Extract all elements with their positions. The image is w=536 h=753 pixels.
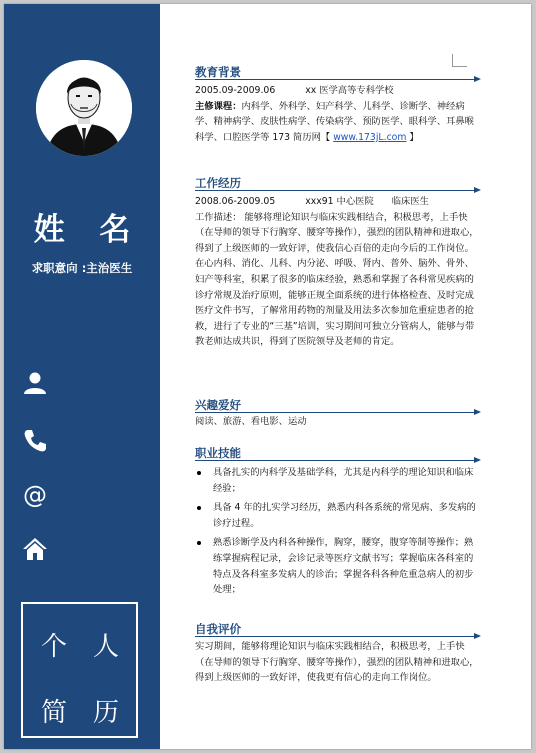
avatar (36, 60, 132, 156)
badge-char: 个 (41, 632, 68, 662)
hobby-text: 阅读、旅游、看电影、运动 (195, 416, 307, 427)
work-content (195, 194, 479, 350)
work-description: 工作描述： 能够将理论知识与临床实践相结合，积极思考，上手快（在导师的领导下行胸穿、腰穿等操作），强烈的团队精神和进取心，得到了上级医师的一致好评，使我信心百倍的走向今后的工作岗位。在心内科、消化、儿科、内分泌、呼吸、肾内、普外、脑外、骨外、妇产等科室，积累了很多的临床经验，熟悉和掌握了各科常见疾病的诊疗常规及治疗原则，能够正规全面系统的进行体格检查、及时完成医疗文件书写，了解常用药物的剂量及用法多次参加危重症患者的抢救，进行了专业的“三基”培训，实习期间可独立分管病人，能够与带教老师达成共识，得到了医院领导及老师的肯定。 (195, 211, 479, 348)
education-divider (195, 79, 479, 80)
hobby-title: 兴趣爱好 (195, 398, 241, 412)
resume-page (4, 4, 531, 749)
work-org: xxx91 中心医院 (305, 196, 374, 207)
list-item: 具备 4 年的扎实学习经历，熟悉内科各系统的常见病、多发病的诊疗过程。 (195, 500, 479, 531)
skills-title: 职业技能 (195, 446, 241, 460)
resume-badge (21, 602, 138, 738)
courses-label: 主修课程： (195, 100, 242, 112)
user-icon (22, 370, 48, 396)
education-period: 2005.09-2009.06 (195, 85, 276, 96)
badge-char: 简 (41, 698, 68, 728)
education-title: 教育背景 (195, 65, 241, 79)
self-eval-divider (195, 636, 479, 637)
job-intent: 求职意向 :主治医生 (31, 261, 133, 275)
skills-divider (195, 460, 479, 461)
self-eval-text: 实习期间，能够将理论知识与临床实践相结合，积极思考，上手快（在导师的领导下行胸穿、腰穿等操作），强烈的团队精神和进取心，得到上级医师的一致好评，使我更有信心的走向工作岗位。 (195, 641, 479, 684)
svg-text:@: @ (23, 482, 47, 508)
work-row (195, 194, 479, 210)
candidate-name: 姓 名 (33, 212, 143, 248)
skills-content (195, 465, 479, 598)
page-corner-mark (452, 54, 467, 67)
badge-char: 人 (93, 632, 120, 662)
education-row (195, 83, 479, 99)
at-icon (22, 482, 48, 508)
courses-text: 内科学、外科学、妇产科学、儿科学、诊断学、神经病学、精神病学、皮肤性病学、传染病学、预防医学、眼科学、耳鼻喉科学、口腔医学等 173 简历网【 (195, 100, 474, 143)
work-role: 临床医生 (391, 196, 429, 207)
self-eval-title: 自我评价 (195, 622, 241, 636)
work-title: 工作经历 (195, 176, 241, 190)
work-period: 2008.06-2009.05 (195, 196, 276, 207)
education-content (195, 83, 479, 145)
list-item: 具备扎实的内科学及基础学科，尤其是内科学的理论知识和临床经验； (195, 465, 479, 496)
education-school: xx 医学高等专科学校 (305, 85, 394, 96)
list-item: 熟悉诊断学及内科各种操作，胸穿，腰穿，腹穿等制等操作；熟练掌握病程记录，会诊记录等医疗文献书写；掌握临床各科室的特点及各科室多发病人的诊治；掌握各科各种危重急病人的初步处理； (195, 535, 479, 597)
sidebar (4, 4, 160, 749)
resume-site-link[interactable]: www.173jL.com (333, 131, 407, 143)
work-divider (195, 190, 479, 191)
phone-icon (22, 428, 48, 454)
courses-end: 】 (409, 131, 419, 143)
hobby-divider (195, 412, 479, 413)
badge-char: 历 (93, 698, 120, 728)
home-icon (22, 536, 48, 562)
education-courses (195, 99, 479, 146)
skills-list (195, 465, 479, 598)
